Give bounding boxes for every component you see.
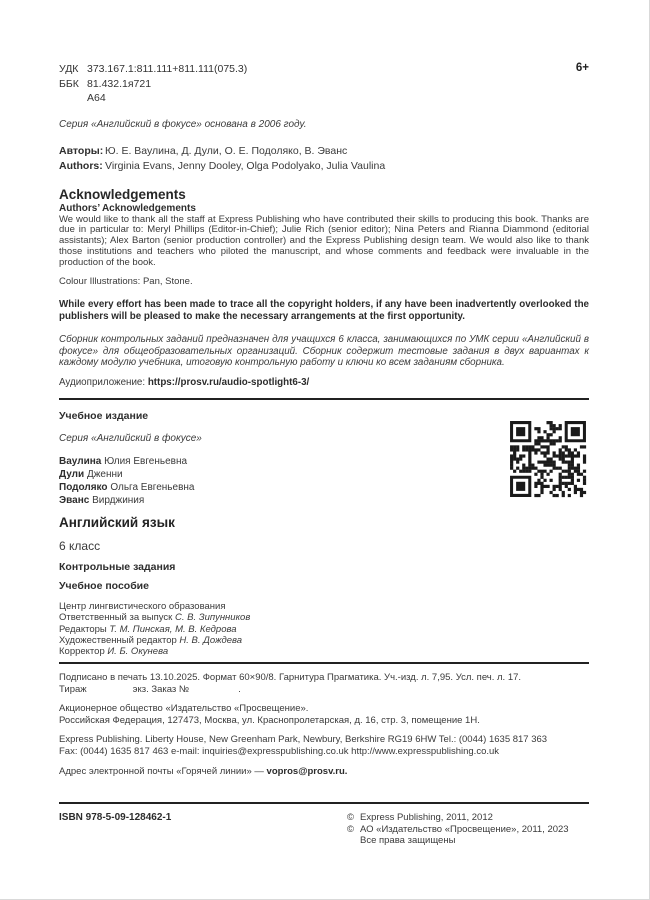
footer bbox=[59, 812, 589, 847]
edition-author: Подоляко Ольга Евгеньевна bbox=[59, 481, 195, 493]
book-grade: 6 класс bbox=[59, 538, 101, 553]
divider-rule-top bbox=[59, 398, 589, 400]
print-info-line1: Подписано в печать 13.10.2025. Формат 60×90/8. Гарнитура Прагматика. Уч.-изд. л. 7,95. Усл. печ. л. 17. bbox=[59, 672, 522, 684]
authors-en-label: Authors: bbox=[59, 159, 103, 172]
authors-en-line bbox=[59, 159, 589, 174]
edition-author: Эванс Вирджиния bbox=[59, 494, 145, 506]
hotline-email-line bbox=[59, 766, 589, 777]
bbk-label: ББК bbox=[59, 77, 79, 90]
staff-line: Корректор И. Б. Окунева bbox=[59, 646, 169, 658]
author-code: А64 bbox=[87, 92, 106, 104]
author-code-line bbox=[59, 91, 589, 106]
book-title: Английский язык bbox=[59, 514, 175, 530]
staff-line: Художественный редактор Н. В. Дождева bbox=[59, 634, 243, 646]
copyright-block bbox=[347, 812, 589, 847]
audio-label: Аудиоприложение: bbox=[59, 376, 148, 388]
audio-url: https://prosv.ru/audio-spotlight6-3/ bbox=[147, 376, 310, 388]
series-founded-note: Серия «Английский в фокусе» основана в 2006 году. bbox=[59, 118, 307, 130]
publisher-address-line: Российская Федерация, 127473, Москва, ул. Краснопролетарская, д. 16, стр. 3, помещение 1Н. bbox=[59, 715, 480, 727]
authors-en-value: Virginia Evans, Jenny Dooley, Olga Podolyako, Julia Vaulina bbox=[105, 159, 386, 172]
age-rating-badge: 6+ bbox=[575, 62, 589, 74]
udk-label: УДК bbox=[59, 63, 79, 75]
staff-credits bbox=[59, 601, 589, 657]
qr-code bbox=[507, 418, 589, 500]
copyright-line: © Express Publishing, 2011, 2012 bbox=[347, 812, 493, 824]
authors-ru-line bbox=[59, 144, 589, 159]
acknowledgements-body: We would like to thank all the staff at Express Publishing who have contributed their skills to producing this book. Thanks are due in particular to: Meryl Phillips (Editor-in-Chief); Julie Rich (senior editor); Nina Peters and Rianna Diammond (editorial assistants); Alex Barton (senior production controller) and the Express Publishing design team. We would also like to thank those institutions and teachers who piloted the manuscript, and whose comments and feedback were invaluable in the production of the book. bbox=[59, 213, 589, 268]
edition-series: Серия «Английский в фокусе» bbox=[59, 432, 202, 444]
authors-ru-label: Авторы: bbox=[59, 144, 104, 157]
udk-line bbox=[59, 62, 589, 77]
hotline-email: vopros@prosv.ru. bbox=[266, 766, 348, 778]
staff-line: Редакторы Т. М. Пинская, М. В. Кедрова bbox=[59, 623, 237, 635]
print-run-line: Тираж экз. Заказ № . bbox=[59, 684, 241, 696]
express-line1: Express Publishing. Liberty House, New Greenham Park, Newbury, Berkshire RG19 6HW Tel.: (0044) 1635 817 363 bbox=[59, 734, 548, 746]
bbk-line bbox=[59, 77, 589, 92]
staff-center: Центр лингвистического образования bbox=[59, 600, 226, 612]
book-annotation: Сборник контрольных заданий предназначен для учащихся 6 класса, занимающихся по УМК серии «Английский в фокусе» для общеобразовательных организаций. Сборник содержит тестовые задания в двух вариантах к каждому модулю учебника, итоговую контрольную работу и ключи ко всем заданиям сборника. bbox=[59, 334, 589, 369]
publisher-address bbox=[59, 703, 589, 727]
colour-illustrations-note: Colour Illustrations: Pan, Stone. bbox=[59, 276, 193, 288]
authors-ru-value: Ю. Е. Ваулина, Д. Дули, О. Е. Подоляко, В. Эванс bbox=[105, 144, 348, 157]
express-line2: Fax: (0044) 1635 817 463 e-mail: inquiries@expresspublishing.co.uk http://www.expresspublishing.co.uk bbox=[59, 746, 500, 758]
book-subtitle: Контрольные задания bbox=[59, 560, 176, 573]
express-publishing-address bbox=[59, 734, 589, 758]
copyright-line: © АО «Издательство «Просвещение», 2011, 2023 bbox=[347, 823, 569, 835]
divider-rule-bottom bbox=[59, 802, 589, 804]
hotline-label: Адрес электронной почты «Горячей линии» — bbox=[59, 766, 267, 778]
bibliographic-codes bbox=[59, 62, 589, 106]
isbn: ISBN 978-5-09-128462-1 bbox=[59, 812, 172, 824]
edition-author: Дули Дженни bbox=[59, 468, 123, 480]
edition-section bbox=[59, 410, 589, 657]
acknowledgements-subtitle: Authors’ Acknowledgements bbox=[59, 202, 196, 214]
edition-kind: Учебное издание bbox=[59, 409, 149, 422]
authors-block bbox=[59, 144, 589, 174]
bbk-value: 81.432.1я721 bbox=[87, 77, 152, 90]
print-info bbox=[59, 672, 589, 696]
publisher-name: Акционерное общество «Издательство «Просвещение». bbox=[59, 703, 309, 715]
book-type: Учебное пособие bbox=[59, 579, 149, 592]
audio-supplement-line bbox=[59, 377, 589, 388]
edition-author: Ваулина Юлия Евгеньевна bbox=[59, 455, 188, 467]
copyright-holders-notice: While every effort has been made to trace all the copyright holders, if any have been inadvertently overlooked the publishers will be pleased to make the necessary arrangements at the first opportunity. bbox=[59, 299, 589, 323]
acknowledgements-title: Acknowledgements bbox=[59, 186, 186, 202]
udk-value: 373.167.1:811.111+811.111(075.3) bbox=[87, 63, 248, 75]
divider-rule-middle bbox=[59, 662, 589, 664]
rights-reserved-line: Все права защищены bbox=[360, 835, 456, 847]
staff-line: Ответственный за выпуск С. В. Зипунников bbox=[59, 612, 251, 624]
